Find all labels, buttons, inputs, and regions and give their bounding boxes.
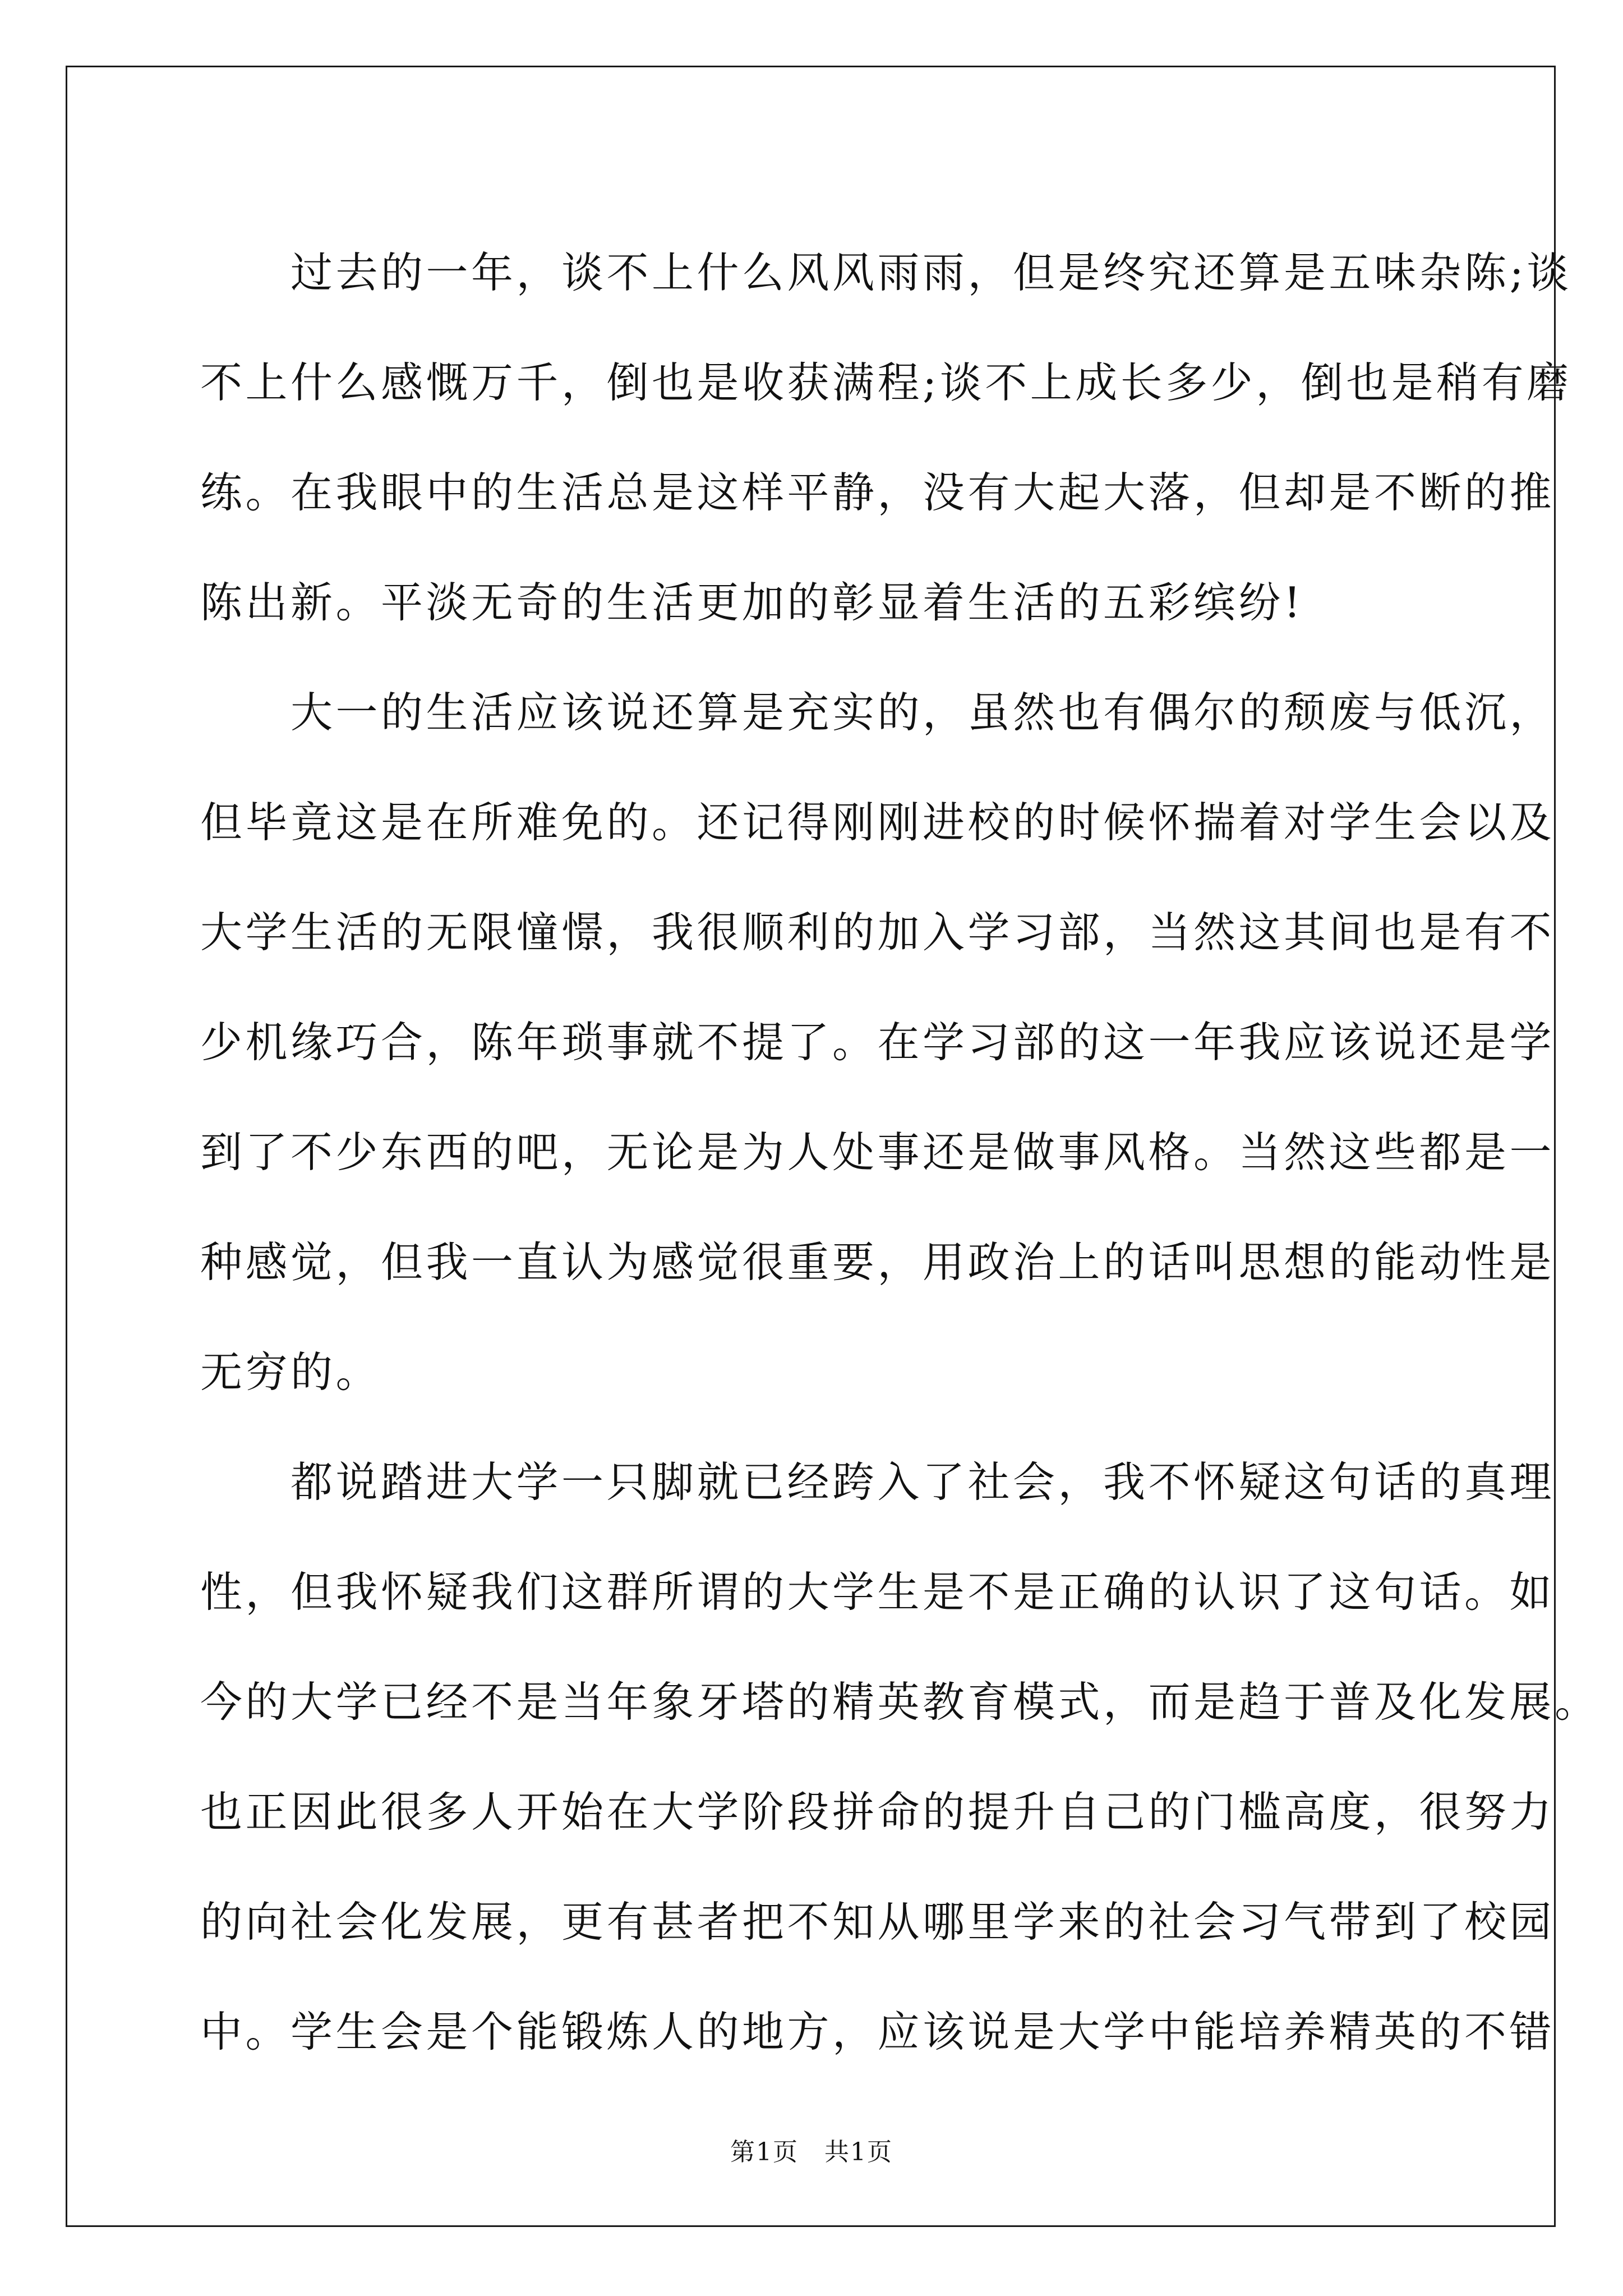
text-line: 到了不少东西的吧，无论是为人处事还是做事风格。当然这些都是一 (200, 1128, 1555, 1177)
text-line: 性，但我怀疑我们这群所谓的大学生是不是正确的认识了这句话。如 (200, 1567, 1555, 1617)
text-line: 大一的生活应该说还算是充实的，虽然也有偶尔的颓废与低沉， (200, 688, 1555, 737)
paragraph-3 (200, 1427, 1600, 2087)
text-line: 今的大学已经不是当年象牙塔的精英教育模式，而是趋于普及化发展。 (200, 1677, 1600, 1727)
text-line: 也正因此很多人开始在大学阶段拼命的提升自己的门槛高度，很努力 (200, 1787, 1555, 1837)
text-line: 大学生活的无限憧憬，我很顺利的加入学习部，当然这其间也是有不 (200, 908, 1555, 957)
page-number-footer: 第1页 共1页 (730, 2138, 893, 2166)
text-line: 不上什么感慨万千，倒也是收获满程;谈不上成长多少，倒也是稍有磨 (200, 358, 1572, 407)
text-line: 的向社会化发展，更有甚者把不知从哪里学来的社会习气带到了校园 (200, 1897, 1555, 1947)
text-line: 都说踏进大学一只脚就已经跨入了社会，我不怀疑这句话的真理 (200, 1457, 1555, 1507)
text-line: 但毕竟这是在所难免的。还记得刚刚进校的时候怀揣着对学生会以及 (200, 798, 1555, 847)
text-line: 练。在我眼中的生活总是这样平静，没有大起大落，但却是不断的推 (200, 468, 1555, 517)
text-line: 无穷的。 (200, 1347, 381, 1397)
text-line: 种感觉，但我一直认为感觉很重要，用政治上的话叫思想的能动性是 (200, 1237, 1555, 1287)
document-body (200, 218, 1600, 2087)
text-line: 中。学生会是个能锻炼人的地方，应该说是大学中能培养精英的不错 (200, 2007, 1555, 2056)
text-line: 过去的一年，谈不上什么风风雨雨，但是终究还算是五味杂陈;谈 (200, 248, 1572, 297)
paragraph-2 (200, 657, 1555, 1427)
text-line: 少机缘巧合，陈年琐事就不提了。在学习部的这一年我应该说还是学 (200, 1018, 1555, 1067)
text-line: 陈出新。平淡无奇的生活更加的彰显着生活的五彩缤纷! (200, 578, 1304, 627)
paragraph-1 (200, 218, 1572, 657)
